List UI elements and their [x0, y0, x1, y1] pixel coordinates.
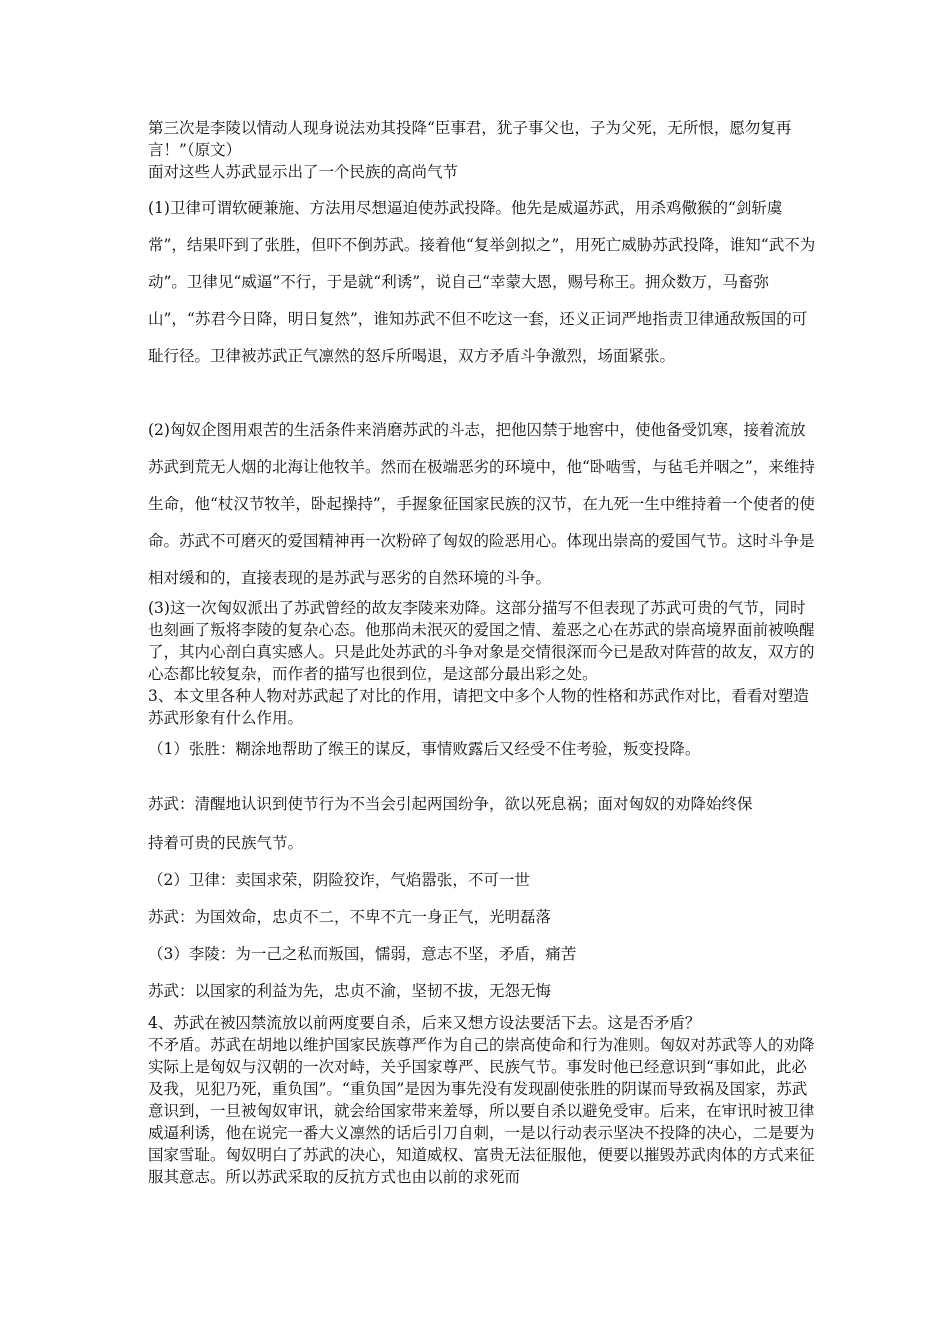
paragraph-xiongnu-hardship: (2)匈奴企图用艰苦的生活条件来消磨苏武的斗志，把他囚禁于地窖中，使他备受饥寒，接着流放苏武到荒无人烟的北海让他牧羊。然而在极端恶劣的环境中，他“卧啮雪，与毡毛并咽之”，来维持生命，他“杖汉节牧羊，卧起操持”，手握象征国家民族的汉节，在九死一生中维持着一个使者的使命。苏武不可磨灭的爱国精神再一次粉碎了匈奴的险恶用心。体现出崇高的爱国气节。这时斗争是相对缓和的，直接表现的是苏武与恶劣的自然环境的斗争。: [148, 421, 815, 587]
question-3: 3、本文里各种人物对苏武起了对比的作用，请把文中多个人物的性格和苏武作对比，看看对塑造苏武形象有什么作用。: [148, 687, 809, 727]
comparison-su-wu-1a: 苏武：清醒地认识到使节行为不当会引起两国纷争，欲以死息祸；面对匈奴的劝降始终保: [148, 795, 753, 813]
comparison-su-wu-3: 苏武：以国家的利益为先，忠贞不渝，坚韧不拔，无怨无悔: [148, 982, 552, 1000]
comparison-su-wu-1b: 持着可贵的民族气节。: [148, 834, 304, 852]
paragraph-national-integrity: 面对这些人苏武显示出了一个民族的高尚气节: [148, 163, 459, 181]
question-4: 4、苏武在被囚禁流放以前两度要自杀，后来又想方设法要活下去。这是否矛盾？: [148, 1014, 701, 1032]
paragraph-li-ling-persuasion: (3)这一次匈奴派出了苏武曾经的故友李陵来劝降。这部分描写不但表现了苏武可贵的气节，同时也刻画了叛将李陵的复杂心态。他那尚未泯灭的爱国之情、羞恶之心在苏武的崇高境界面前被唤醒了，其内心剖白真实感人。只是此处苏武的斗争对象是交情很深而今已是敌对阵营的故友，双方的心态都比较复杂，而作者的描写也很到位，是这部分最出彩之处。: [148, 599, 815, 683]
comparison-zhang-sheng: （1）张胜：糊涂地帮助了缑王的谋反，事情败露后又经受不住考验，叛变投降。: [148, 740, 701, 758]
paragraph-li-ling-third-persuasion: 第三次是李陵以情动人现身说法劝其投降“臣事君，犹子事父也，子为父死，无所恨，愿勿复再言！”（原文）: [148, 119, 792, 159]
comparison-li-ling: （3）李陵：为一己之私而叛国，懦弱，意志不坚，矛盾，痛苦: [148, 945, 577, 963]
paragraph-wei-lu: (1)卫律可谓软硬兼施、方法用尽想逼迫使苏武投降。他先是威逼苏武，用杀鸡儆猴的“剑斩虞常”，结果吓到了张胜，但吓不倒苏武。接着他“复举剑拟之”，用死亡威胁苏武投降，谁知“武不为动”。卫律见“威逼”不行，于是就“利诱”，说自己“幸蒙大恩，赐号称王。拥众数万，马畜弥山”，“苏君今日降，明日复然”，谁知苏武不但不吃这一套，还义正词严地指责卫律通敌叛国的可耻行径。卫律被苏武正气凛然的怒斥所喝退，双方矛盾斗争激烈，场面紧张。: [148, 199, 816, 365]
answer-4: 不矛盾。苏武在胡地以维护国家民族尊严作为自己的崇高使命和行为准则。匈奴对苏武等人的劝降实际上是匈奴与汉朝的一次对峙，关乎国家尊严、民族气节。事发时他已经意识到“事如此，此必及我，见犯乃死，重负国”。“重负国”是因为事先没有发现副使张胜的阴谋而导致祸及国家，苏武意识到，一旦被匈奴审讯，就会给国家带来羞辱，所以要自杀以避免受审。后来，在审讯时被卫律威逼利诱，他在说完一番大义凛然的话后引刀自刺，一是以行动表示坚决不投降的决心，二是要为国家雪耻。匈奴明白了苏武的决心，知道威权、富贵无法征服他，便要以摧毁苏武肉体的方式来征服其意志。所以苏武采取的反抗方式也由以前的求死而: [148, 1036, 815, 1186]
comparison-wei-lu: （2）卫律：卖国求荣，阴险狡诈，气焰嚣张，不可一世: [148, 871, 530, 889]
comparison-su-wu-2: 苏武：为国效命，忠贞不二，不卑不亢一身正气，光明磊落: [148, 908, 552, 926]
